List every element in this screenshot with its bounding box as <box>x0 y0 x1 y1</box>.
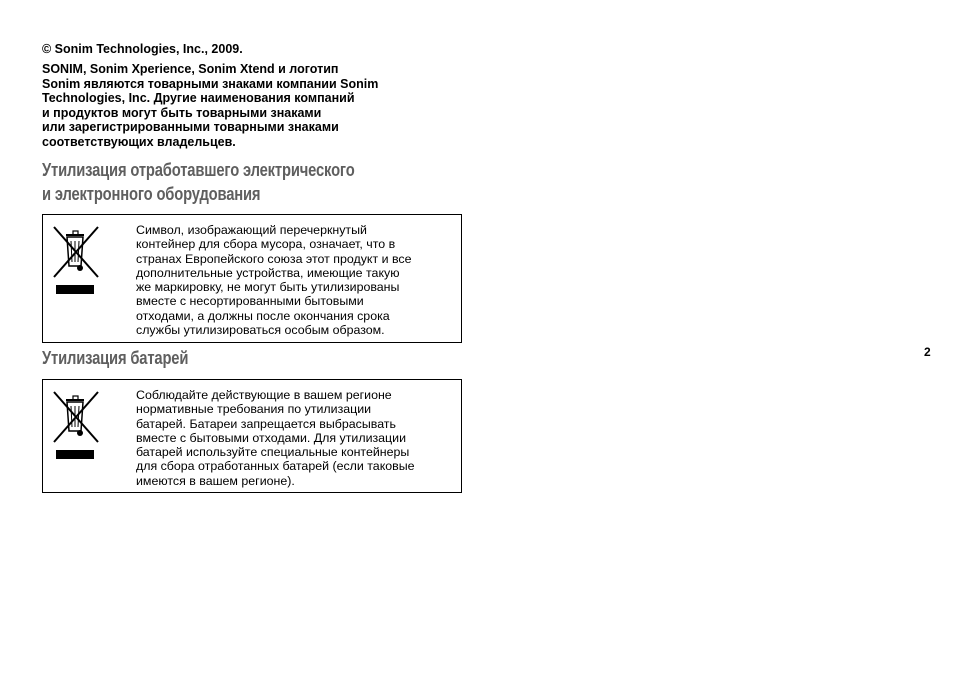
weee-heading-line1: Утилизация отработавшего электрического <box>42 160 355 180</box>
text-line: нормативные требования по утилизации <box>136 402 372 417</box>
battery-heading: Утилизация батарей <box>42 348 189 368</box>
page-number: 2 <box>924 345 931 359</box>
weee-notice-box <box>42 214 462 343</box>
crossed-out-wheeled-bin-icon <box>52 387 100 461</box>
battery-notice-text <box>136 388 458 488</box>
battery-notice-box <box>42 379 462 493</box>
trademark-notice <box>42 62 462 149</box>
trademark-line: Technologies, Inc. Другие наименования компаний <box>42 91 355 105</box>
weee-heading-line2: и электронного оборудования <box>42 184 261 204</box>
trademark-line: или зарегистрированными товарными знаками <box>42 120 339 134</box>
text-line: же маркировку, не могут быть утилизированы <box>136 280 400 295</box>
text-line: Символ, изображающий перечеркнутый <box>136 223 367 237</box>
text-line: имеются в вашем регионе). <box>136 473 295 488</box>
text-line: батарей используйте специальные контейнеры <box>136 445 410 460</box>
text-line: службы утилизироваться особым образом. <box>136 323 385 338</box>
text-line: отходами, а должны после окончания срока <box>136 308 390 323</box>
text-line: контейнер для сбора мусора, означает, что в <box>136 237 396 252</box>
trademark-line: SONIM, Sonim Xperience, Sonim Xtend и логотип <box>42 62 339 76</box>
text-line: для сбора отработанных батарей (если таковые <box>136 459 415 474</box>
text-line: батарей. Батареи запрещается выбрасывать <box>136 416 396 431</box>
weee-notice-text <box>136 223 458 337</box>
trademark-line: Sonim являются товарными знаками компании Sonim <box>42 76 379 91</box>
text-line: Соблюдайте действующие в вашем регионе <box>136 388 392 402</box>
text-line: странах Европейского союза этот продукт и все <box>136 251 412 266</box>
trademark-line: соответствующих владельцев. <box>42 134 236 149</box>
text-line: вместе с несортированными бытовыми <box>136 294 364 309</box>
text-line: вместе с бытовыми отходами. Для утилизации <box>136 430 406 445</box>
trademark-line: и продуктов могут быть товарными знаками <box>42 105 322 120</box>
copyright-notice: © Sonim Technologies, Inc., 2009. <box>42 42 243 56</box>
text-line: дополнительные устройства, имеющие такую <box>136 265 400 280</box>
crossed-out-wheeled-bin-icon <box>52 222 100 296</box>
